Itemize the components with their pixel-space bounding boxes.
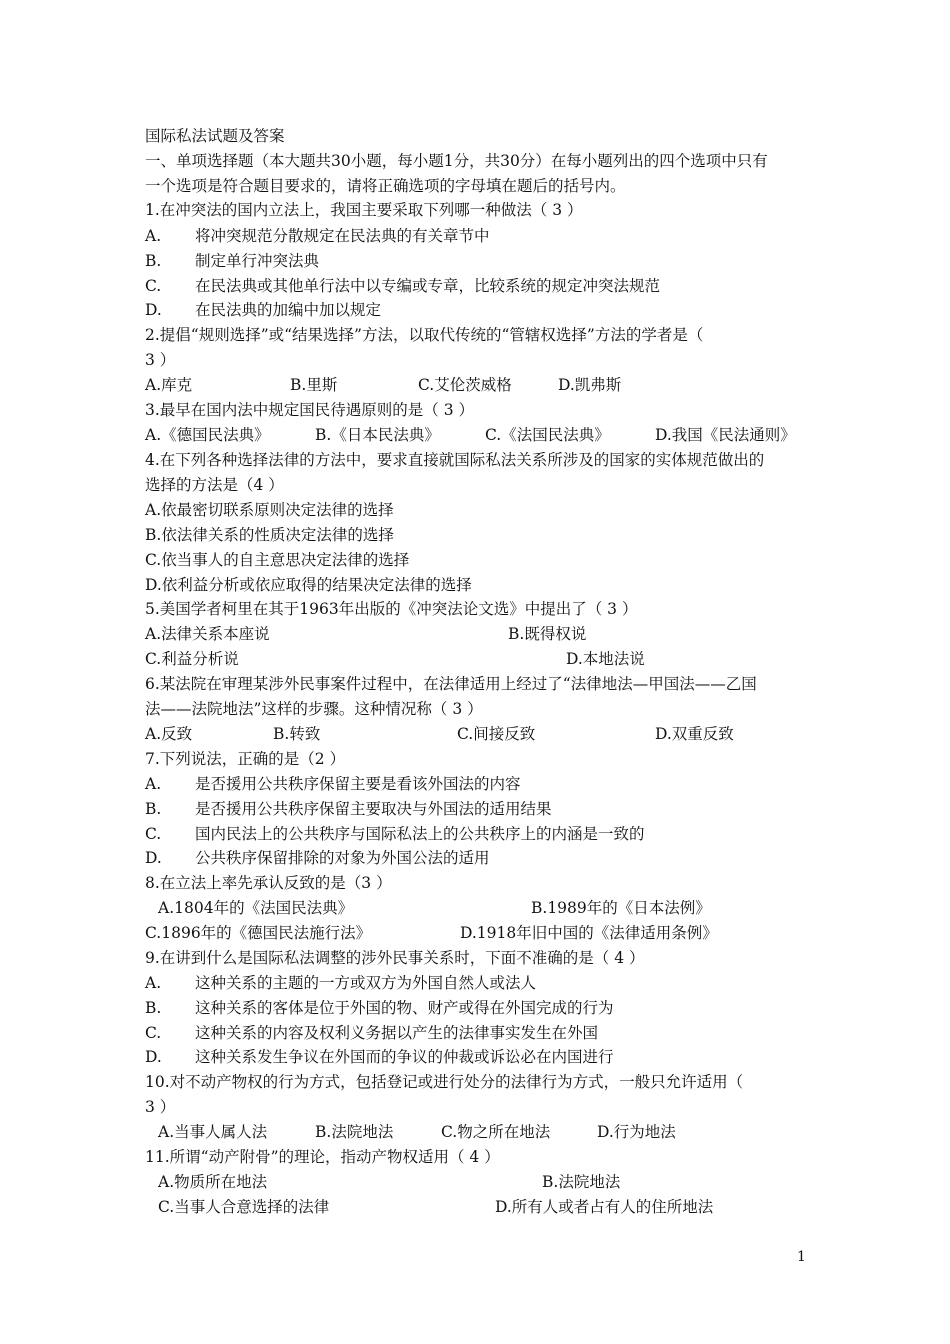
q7-option-c-label: C.	[145, 825, 162, 843]
q11-option-d: D.所有人或者占有人的住所地法	[495, 1198, 714, 1216]
q5-option-b: B.既得权说	[508, 625, 587, 643]
q7-option-a-label: A.	[145, 775, 162, 793]
q10-option-d: D.行为地法	[597, 1123, 676, 1141]
q9-option-b-label: B.	[145, 999, 162, 1017]
q4-option-a: A.依最密切联系原则决定法律的选择	[145, 501, 394, 519]
q3-option-a: A.《德国民法典》	[145, 426, 270, 444]
q5-option-c: C.利益分析说	[145, 650, 239, 668]
q1-option-b-text: 制定单行冲突法典	[195, 252, 320, 270]
question-3-stem: 3.最早在国内法中规定国民待遇原则的是（ 3 ）	[145, 401, 475, 419]
q4-option-c: C.依当事人的自主意思决定法律的选择	[145, 551, 410, 569]
question-8-stem: 8.在立法上率先承认反致的是（3 ）	[145, 874, 392, 892]
instructions-line-1: 一、单项选择题（本大题共30小题，每小题1分，共30分）在每小题列出的四个选项中只有	[145, 152, 768, 170]
q7-option-b-label: B.	[145, 800, 162, 818]
question-6-stem-cont: 法——法院地法”这样的步骤。这种情况称（ 3 ）	[145, 700, 483, 718]
q6-option-b: B.转致	[273, 725, 321, 743]
question-5-stem: 5.美国学者柯里在其于1963年出版的《冲突法论文选》中提出了（ 3 ）	[145, 600, 638, 618]
q7-option-c-text: 国内民法上的公共秩序与国际私法上的公共秩序上的内涵是一致的	[195, 825, 645, 843]
q8-option-b: B.1989年的《日本法例》	[531, 899, 711, 917]
q4-option-d: D.依利益分析或依应取得的结果决定法律的选择	[145, 576, 472, 594]
q1-option-a-label: A.	[145, 227, 162, 245]
q1-option-d-text: 在民法典的加编中加以规定	[195, 301, 382, 319]
q1-option-c-text: 在民法典或其他单行法中以专编或专章，比较系统的规定冲突法规范	[195, 277, 661, 295]
question-1-stem: 1.在冲突法的国内立法上，我国主要采取下列哪一种做法（ 3 ）	[145, 201, 583, 219]
q7-option-a-text: 是否援用公共秩序保留主要是看该外国法的内容	[195, 775, 521, 793]
q6-option-a: A.反致	[145, 725, 193, 743]
q5-option-d: D.本地法说	[566, 650, 645, 668]
q2-option-b: B.里斯	[290, 376, 338, 394]
question-11-stem: 11.所谓“动产附骨”的理论，指动产物权适用（ 4 ）	[145, 1148, 500, 1166]
question-6-stem: 6.某法院在审理某涉外民事案件过程中，在法律适用上经过了“法律地法—甲国法——乙国	[145, 675, 757, 693]
q1-option-d-label: D.	[145, 301, 162, 319]
q8-option-c: C.1896年的《德国民法施行法》	[145, 924, 372, 942]
q6-option-d: D.双重反致	[655, 725, 734, 743]
page-number: 1	[797, 1249, 806, 1265]
q9-option-b-text: 这种关系的客体是位于外国的物、财产或得在外国完成的行为	[195, 999, 614, 1017]
q11-option-a: A.物质所在地法	[158, 1173, 268, 1191]
q4-option-b: B.依法律关系的性质决定法律的选择	[145, 526, 394, 544]
q9-option-c-label: C.	[145, 1024, 162, 1042]
q5-option-a: A.法律关系本座说	[145, 625, 270, 643]
q3-option-b: B.《日本民法典》	[315, 426, 440, 444]
q7-option-d-text: 公共秩序保留排除的对象为外国公法的适用	[195, 849, 490, 867]
q2-option-a: A.库克	[145, 376, 193, 394]
q10-option-a: A.当事人属人法	[158, 1123, 268, 1141]
q6-option-c: C.间接反致	[457, 725, 536, 743]
q10-option-c: C.物之所在地法	[441, 1123, 551, 1141]
instructions-line-2: 一个选项是符合题目要求的，请将正确选项的字母填在题后的括号内。	[145, 177, 626, 195]
q7-option-b-text: 是否援用公共秩序保留主要取决与外国法的适用结果	[195, 800, 552, 818]
document-title: 国际私法试题及答案	[145, 127, 285, 145]
question-4-stem-cont: 选择的方法是（4 ）	[145, 476, 284, 494]
question-2-stem: 2.提倡“规则选择”或“结果选择”方法，以取代传统的“管辖权选择”方法的学者是（	[145, 326, 704, 344]
q10-option-b: B.法院地法	[315, 1123, 394, 1141]
q8-option-d: D.1918年旧中国的《法律适用条例》	[460, 924, 718, 942]
question-7-stem: 7.下列说法，正确的是（2 ）	[145, 750, 346, 768]
question-10-stem: 10.对不动产物权的行为方式，包括登记或进行处分的法律行为方式，一般只允许适用（	[145, 1073, 744, 1091]
question-4-stem: 4.在下列各种选择法律的方法中，要求直接就国际私法关系所涉及的国家的实体规范做出的	[145, 451, 765, 469]
q7-option-d-label: D.	[145, 849, 162, 867]
q9-option-c-text: 这种关系的内容及权利义务据以产生的法律事实发生在外国	[195, 1024, 599, 1042]
question-9-stem: 9.在讲到什么是国际私法调整的涉外民事关系时，下面不准确的是（ 4 ）	[145, 949, 645, 967]
q9-option-a-text: 这种关系的主题的一方或双方为外国自然人或法人	[195, 974, 537, 992]
q2-option-d: D.凯弗斯	[558, 376, 622, 394]
q9-option-d-text: 这种关系发生争议在外国而的争议的仲裁或诉讼必在内国进行	[195, 1048, 614, 1066]
q11-option-c: C.当事人合意选择的法律	[158, 1198, 330, 1216]
q1-option-c-label: C.	[145, 277, 162, 295]
q8-option-a: A.1804年的《法国民法典》	[158, 899, 354, 917]
q3-option-d: D.我国《民法通则》	[655, 426, 796, 444]
q11-option-b: B.法院地法	[542, 1173, 621, 1191]
q1-option-b-label: B.	[145, 252, 162, 270]
q2-option-c: C.艾伦茨威格	[418, 376, 512, 394]
question-2-stem-cont: 3 ）	[145, 351, 176, 369]
q9-option-a-label: A.	[145, 974, 162, 992]
q3-option-c: C.《法国民法典》	[485, 426, 610, 444]
q9-option-d-label: D.	[145, 1048, 162, 1066]
question-10-stem-cont: 3 ）	[145, 1098, 176, 1116]
q1-option-a-text: 将冲突规范分散规定在民法典的有关章节中	[195, 227, 490, 245]
